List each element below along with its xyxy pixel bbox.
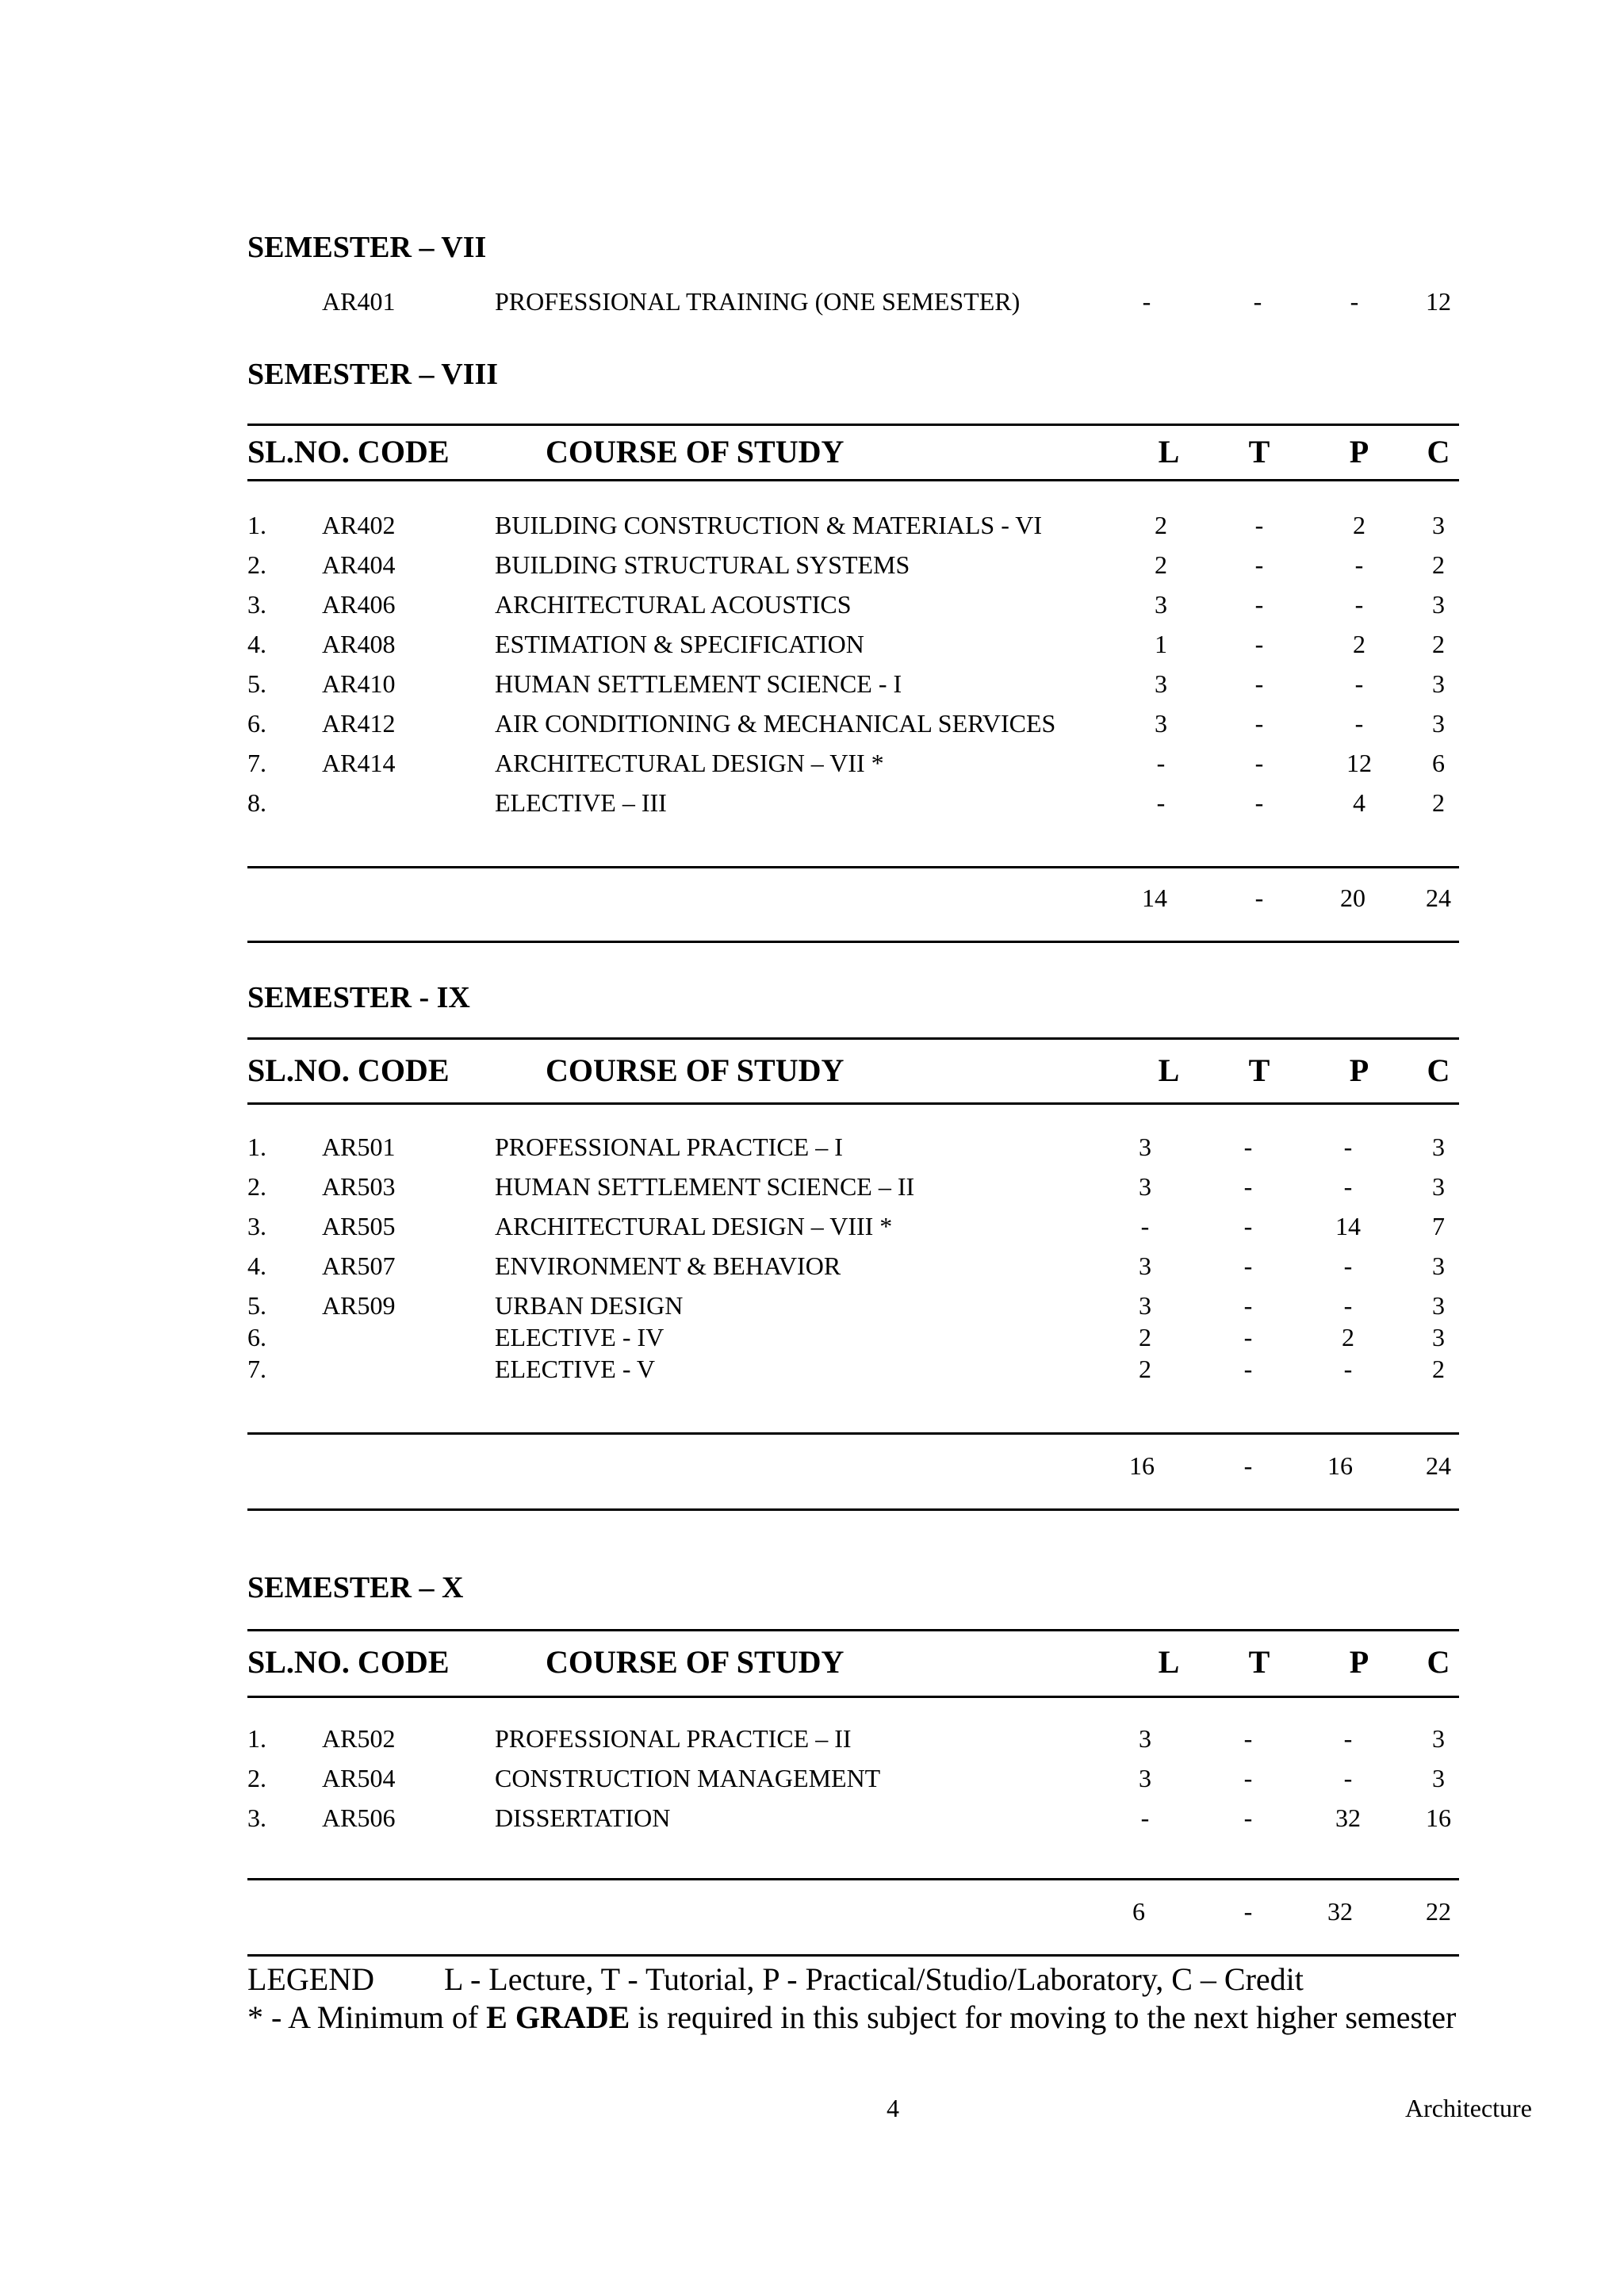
practical-hours: - bbox=[1354, 590, 1364, 619]
course-name: HUMAN SETTLEMENT SCIENCE – II bbox=[495, 1172, 915, 1201]
course-name: ELECTIVE – III bbox=[495, 788, 667, 817]
total-row bbox=[0, 884, 1624, 918]
divider bbox=[247, 479, 1459, 481]
page-number: 4 bbox=[887, 2094, 899, 2122]
total-tutorial: - bbox=[1254, 884, 1264, 912]
course-name: ARCHITECTURAL DESIGN – VIII * bbox=[495, 1212, 893, 1240]
serial-number: 2. bbox=[247, 1172, 266, 1201]
divider bbox=[247, 1508, 1459, 1511]
credits: 7 bbox=[1432, 1212, 1445, 1240]
table-row bbox=[0, 630, 1624, 665]
credits: 2 bbox=[1432, 788, 1445, 817]
table-row bbox=[0, 1212, 1624, 1247]
header-t: T bbox=[1248, 434, 1270, 470]
practical-hours: - bbox=[1354, 709, 1364, 738]
semester-vii-title: SEMESTER – VII bbox=[247, 231, 487, 264]
tutorial-hours: - bbox=[1243, 1172, 1253, 1201]
credits: 3 bbox=[1432, 1251, 1445, 1280]
credits: 2 bbox=[1432, 630, 1445, 658]
legend-note-prefix: * - A Minimum of bbox=[247, 1999, 487, 2035]
header-course: COURSE OF STUDY bbox=[546, 1052, 845, 1088]
header-c: C bbox=[1427, 434, 1450, 470]
serial-number: 1. bbox=[247, 511, 266, 539]
course-code: AR406 bbox=[322, 590, 396, 619]
divider bbox=[247, 1432, 1459, 1435]
course-name: ELECTIVE - IV bbox=[495, 1323, 665, 1351]
credits: 3 bbox=[1432, 669, 1445, 698]
credits: 3 bbox=[1432, 590, 1445, 619]
lecture-hours: 1 bbox=[1155, 630, 1167, 658]
lecture-hours: - bbox=[1140, 1212, 1150, 1240]
course-name: CONSTRUCTION MANAGEMENT bbox=[495, 1764, 881, 1792]
serial-number: 7. bbox=[247, 1355, 266, 1383]
table-row bbox=[0, 1172, 1624, 1207]
serial-number: 6. bbox=[247, 709, 266, 738]
table-row bbox=[0, 1724, 1624, 1759]
semester-viii-title: SEMESTER – VIII bbox=[247, 358, 499, 391]
credits: 3 bbox=[1432, 1764, 1445, 1792]
serial-number: 8. bbox=[247, 788, 266, 817]
divider bbox=[247, 1954, 1459, 1957]
course-code: AR506 bbox=[322, 1803, 396, 1832]
total-tutorial: - bbox=[1243, 1897, 1253, 1926]
total-practical: 20 bbox=[1340, 884, 1365, 912]
tutorial-hours: - bbox=[1243, 1323, 1253, 1351]
practical-hours: 12 bbox=[1346, 749, 1372, 777]
footer-department: Architecture bbox=[1405, 2094, 1532, 2122]
lecture-hours: 3 bbox=[1155, 669, 1167, 698]
tutorial-hours: - bbox=[1254, 550, 1264, 579]
practical-hours: - bbox=[1354, 669, 1364, 698]
serial-number: 2. bbox=[247, 1764, 266, 1792]
serial-number: 6. bbox=[247, 1323, 266, 1351]
total-tutorial: - bbox=[1243, 1451, 1253, 1480]
practical-hours: - bbox=[1350, 287, 1359, 316]
header-c: C bbox=[1427, 1644, 1450, 1680]
course-name: ENVIRONMENT & BEHAVIOR bbox=[495, 1251, 841, 1280]
practical-hours: - bbox=[1343, 1251, 1353, 1280]
header-p: P bbox=[1349, 1644, 1369, 1680]
lecture-hours: 3 bbox=[1139, 1172, 1151, 1201]
serial-number: 7. bbox=[247, 749, 266, 777]
table-row bbox=[0, 709, 1624, 744]
course-name: ESTIMATION & SPECIFICATION bbox=[495, 630, 864, 658]
header-slno-code: SL.NO. CODE bbox=[247, 1644, 450, 1680]
practical-hours: - bbox=[1343, 1133, 1353, 1161]
credits: 16 bbox=[1426, 1803, 1451, 1832]
header-t: T bbox=[1248, 1644, 1270, 1680]
course-code: AR501 bbox=[322, 1133, 396, 1161]
table-row bbox=[0, 1323, 1624, 1358]
table-row bbox=[0, 1251, 1624, 1286]
header-p: P bbox=[1349, 1052, 1369, 1088]
course-name: AIR CONDITIONING & MECHANICAL SERVICES bbox=[495, 709, 1056, 738]
serial-number: 5. bbox=[247, 1291, 266, 1320]
tutorial-hours: - bbox=[1253, 287, 1262, 316]
course-code: AR412 bbox=[322, 709, 396, 738]
serial-number: 3. bbox=[247, 1212, 266, 1240]
table-row bbox=[0, 1803, 1624, 1838]
header-l: L bbox=[1158, 1644, 1180, 1680]
divider bbox=[247, 866, 1459, 868]
credits: 3 bbox=[1432, 1724, 1445, 1753]
divider bbox=[247, 424, 1459, 426]
course-name: ARCHITECTURAL DESIGN – VII * bbox=[495, 749, 884, 777]
divider bbox=[247, 1102, 1459, 1105]
tutorial-hours: - bbox=[1243, 1291, 1253, 1320]
practical-hours: - bbox=[1343, 1172, 1353, 1201]
legend-note-suffix: is required in this subject for moving to the next higher semester bbox=[630, 1999, 1457, 2035]
semester-ix-title: SEMESTER - IX bbox=[247, 981, 470, 1014]
serial-number: 2. bbox=[247, 550, 266, 579]
total-lecture: 16 bbox=[1129, 1451, 1155, 1480]
tutorial-hours: - bbox=[1254, 709, 1264, 738]
total-practical: 16 bbox=[1327, 1451, 1353, 1480]
lecture-hours: 3 bbox=[1139, 1133, 1151, 1161]
lecture-hours: 2 bbox=[1155, 511, 1167, 539]
credits: 3 bbox=[1432, 1291, 1445, 1320]
total-credits: 24 bbox=[1426, 1451, 1451, 1480]
course-code: AR505 bbox=[322, 1212, 396, 1240]
table-row bbox=[0, 590, 1624, 625]
tutorial-hours: - bbox=[1254, 630, 1264, 658]
lecture-hours: - bbox=[1140, 1803, 1150, 1832]
course-code: AR410 bbox=[322, 669, 396, 698]
serial-number: 1. bbox=[247, 1133, 266, 1161]
lecture-hours: 3 bbox=[1139, 1724, 1151, 1753]
total-row bbox=[0, 1451, 1624, 1486]
practical-hours: - bbox=[1343, 1764, 1353, 1792]
course-code: AR414 bbox=[322, 749, 396, 777]
serial-number: 3. bbox=[247, 590, 266, 619]
lecture-hours: - bbox=[1156, 749, 1166, 777]
serial-number: 3. bbox=[247, 1803, 266, 1832]
credits: 2 bbox=[1432, 1355, 1445, 1383]
table-row bbox=[0, 287, 1624, 322]
table-header bbox=[0, 1643, 1624, 1683]
lecture-hours: 3 bbox=[1139, 1291, 1151, 1320]
table-row bbox=[0, 1764, 1624, 1799]
header-p: P bbox=[1349, 434, 1369, 470]
divider bbox=[247, 1878, 1459, 1880]
course-code: AR509 bbox=[322, 1291, 396, 1320]
header-l: L bbox=[1158, 1052, 1180, 1088]
tutorial-hours: - bbox=[1243, 1212, 1253, 1240]
lecture-hours: - bbox=[1142, 287, 1151, 316]
legend-note bbox=[247, 1999, 1456, 2036]
credits: 3 bbox=[1432, 1133, 1445, 1161]
credits: 12 bbox=[1426, 287, 1451, 316]
header-t: T bbox=[1248, 1052, 1270, 1088]
credits: 3 bbox=[1432, 511, 1445, 539]
serial-number: 5. bbox=[247, 669, 266, 698]
table-row bbox=[0, 749, 1624, 784]
course-name: ARCHITECTURAL ACOUSTICS bbox=[495, 590, 852, 619]
header-course: COURSE OF STUDY bbox=[546, 1644, 845, 1680]
divider bbox=[247, 941, 1459, 943]
table-row bbox=[0, 788, 1624, 823]
course-name: HUMAN SETTLEMENT SCIENCE - I bbox=[495, 669, 902, 698]
course-name: BUILDING CONSTRUCTION & MATERIALS - VI bbox=[495, 511, 1043, 539]
course-name: BUILDING STRUCTURAL SYSTEMS bbox=[495, 550, 910, 579]
lecture-hours: 2 bbox=[1155, 550, 1167, 579]
course-code: AR502 bbox=[322, 1724, 396, 1753]
table-header bbox=[0, 1052, 1624, 1091]
lecture-hours: - bbox=[1156, 788, 1166, 817]
serial-number: 4. bbox=[247, 1251, 266, 1280]
lecture-hours: 2 bbox=[1139, 1323, 1151, 1351]
table-row bbox=[0, 550, 1624, 585]
tutorial-hours: - bbox=[1243, 1724, 1253, 1753]
course-code: AR507 bbox=[322, 1251, 396, 1280]
divider bbox=[247, 1629, 1459, 1631]
practical-hours: 4 bbox=[1353, 788, 1365, 817]
course-code: AR404 bbox=[322, 550, 396, 579]
total-row bbox=[0, 1897, 1624, 1932]
lecture-hours: 3 bbox=[1155, 709, 1167, 738]
tutorial-hours: - bbox=[1243, 1764, 1253, 1792]
tutorial-hours: - bbox=[1243, 1355, 1253, 1383]
header-c: C bbox=[1427, 1052, 1450, 1088]
total-lecture: 6 bbox=[1132, 1897, 1145, 1926]
header-l: L bbox=[1158, 434, 1180, 470]
table-header bbox=[0, 433, 1624, 473]
practical-hours: - bbox=[1343, 1724, 1353, 1753]
credits: 6 bbox=[1432, 749, 1445, 777]
tutorial-hours: - bbox=[1243, 1133, 1253, 1161]
legend-text: L - Lecture, T - Tutorial, P - Practical/Studio/Laboratory, C – Credit bbox=[444, 1961, 1304, 1997]
course-code: AR401 bbox=[322, 287, 396, 316]
lecture-hours: 2 bbox=[1139, 1355, 1151, 1383]
credits: 3 bbox=[1432, 1172, 1445, 1201]
course-code: AR504 bbox=[322, 1764, 396, 1792]
tutorial-hours: - bbox=[1254, 511, 1264, 539]
tutorial-hours: - bbox=[1254, 788, 1264, 817]
legend bbox=[247, 1961, 1304, 1998]
tutorial-hours: - bbox=[1254, 749, 1264, 777]
practical-hours: 14 bbox=[1335, 1212, 1361, 1240]
header-slno-code: SL.NO. CODE bbox=[247, 1052, 450, 1088]
course-name: ELECTIVE - V bbox=[495, 1355, 656, 1383]
total-credits: 24 bbox=[1426, 884, 1451, 912]
total-practical: 32 bbox=[1327, 1897, 1353, 1926]
practical-hours: - bbox=[1343, 1355, 1353, 1383]
practical-hours: 2 bbox=[1353, 511, 1365, 539]
tutorial-hours: - bbox=[1243, 1251, 1253, 1280]
credits: 3 bbox=[1432, 709, 1445, 738]
table-row bbox=[0, 1291, 1624, 1326]
semester-x-title: SEMESTER – X bbox=[247, 1571, 464, 1604]
table-row bbox=[0, 1133, 1624, 1167]
course-code: AR402 bbox=[322, 511, 396, 539]
course-name: PROFESSIONAL PRACTICE – II bbox=[495, 1724, 852, 1753]
practical-hours: 2 bbox=[1353, 630, 1365, 658]
practical-hours: 2 bbox=[1342, 1323, 1354, 1351]
header-course: COURSE OF STUDY bbox=[546, 434, 845, 470]
credits: 2 bbox=[1432, 550, 1445, 579]
course-name: PROFESSIONAL PRACTICE – I bbox=[495, 1133, 843, 1161]
serial-number: 4. bbox=[247, 630, 266, 658]
tutorial-hours: - bbox=[1254, 669, 1264, 698]
lecture-hours: 3 bbox=[1155, 590, 1167, 619]
course-code: AR408 bbox=[322, 630, 396, 658]
divider bbox=[247, 1696, 1459, 1698]
divider bbox=[247, 1037, 1459, 1040]
total-credits: 22 bbox=[1426, 1897, 1451, 1926]
legend-label: LEGEND bbox=[247, 1961, 374, 1997]
table-row bbox=[0, 1355, 1624, 1389]
practical-hours: - bbox=[1343, 1291, 1353, 1320]
credits: 3 bbox=[1432, 1323, 1445, 1351]
legend-note-bold: E GRADE bbox=[486, 1999, 630, 2035]
table-row bbox=[0, 669, 1624, 704]
lecture-hours: 3 bbox=[1139, 1251, 1151, 1280]
course-name: DISSERTATION bbox=[495, 1803, 671, 1832]
tutorial-hours: - bbox=[1254, 590, 1264, 619]
serial-number: 1. bbox=[247, 1724, 266, 1753]
course-name: URBAN DESIGN bbox=[495, 1291, 684, 1320]
total-lecture: 14 bbox=[1142, 884, 1167, 912]
practical-hours: 32 bbox=[1335, 1803, 1361, 1832]
table-row bbox=[0, 511, 1624, 546]
course-name: PROFESSIONAL TRAINING (ONE SEMESTER) bbox=[495, 287, 1021, 316]
tutorial-hours: - bbox=[1243, 1803, 1253, 1832]
practical-hours: - bbox=[1354, 550, 1364, 579]
header-slno-code: SL.NO. CODE bbox=[247, 434, 450, 470]
lecture-hours: 3 bbox=[1139, 1764, 1151, 1792]
course-code: AR503 bbox=[322, 1172, 396, 1201]
